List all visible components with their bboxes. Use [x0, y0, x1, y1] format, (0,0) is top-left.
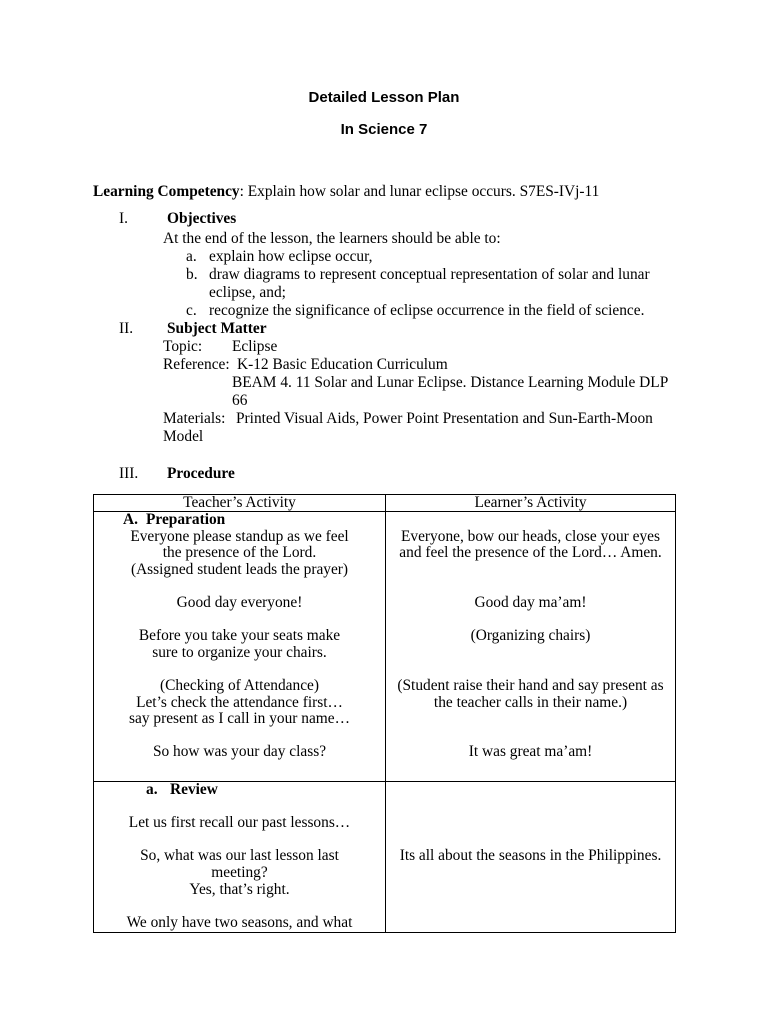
section-title: Subject Matter: [167, 320, 267, 337]
teacher-line: Yes, that’s right.: [189, 880, 290, 898]
section-subject-matter-heading: [0, 320, 768, 338]
table-row-review: [94, 782, 675, 932]
objective-text-continued: eclipse, and;: [209, 284, 286, 301]
activity-exchange: [94, 815, 675, 848]
objectives-intro: At the end of the lesson, the learners should be able to:: [163, 230, 501, 247]
competency-text: : Explain how solar and lunar eclipse occurs. S7ES-IVj-11: [239, 183, 600, 200]
teacher-line: Let’s check the attendance first…: [136, 693, 343, 711]
document-title: Detailed Lesson Plan: [308, 89, 460, 106]
learner-activity: [386, 744, 675, 761]
section-objectives-heading: [0, 210, 768, 228]
row-heading-marker: a.: [146, 782, 158, 798]
section-numeral: II.: [119, 320, 134, 337]
learner-activity: [386, 815, 675, 832]
learner-activity: [386, 595, 675, 612]
teacher-line: Before you take your seats make: [138, 627, 341, 645]
list-marker: b.: [186, 266, 198, 283]
reference-value-continued: 66: [232, 392, 248, 409]
teacher-activity: [94, 595, 385, 612]
topic-line: [0, 338, 768, 356]
teacher-line: Let us first recall our past lessons…: [128, 814, 351, 832]
learner-line: the teacher calls in their name.): [433, 693, 628, 711]
table-row-preparation: [94, 512, 675, 782]
objective-item: [0, 266, 768, 284]
objective-text: explain how eclipse occur,: [209, 248, 373, 265]
document-subtitle: In Science 7: [340, 121, 428, 138]
teacher-activity: [94, 529, 385, 579]
teacher-line: sure to organize your chairs.: [152, 643, 327, 661]
teacher-activity: [94, 678, 385, 728]
table-header-row: [94, 495, 675, 512]
objective-text: draw diagrams to represent conceptual representation of solar and lunar: [209, 266, 650, 283]
learner-line: It was great ma’am!: [468, 743, 593, 761]
list-marker: a.: [186, 248, 197, 265]
reference-line: [0, 356, 768, 374]
learner-activity: [386, 848, 675, 898]
section-numeral: I.: [119, 210, 128, 227]
activity-exchange: [94, 595, 675, 628]
learner-activity: [386, 678, 675, 728]
list-marker: c.: [186, 302, 197, 319]
materials-line: [0, 410, 768, 428]
teacher-line: So, what was our last lesson last: [140, 847, 339, 865]
learner-line: and feel the presence of the Lord… Amen.: [399, 544, 662, 562]
learner-line: Good day ma’am!: [474, 593, 587, 611]
row-heading-marker: A.: [123, 512, 138, 528]
materials-value: Printed Visual Aids, Power Point Presentation and Sun-Earth-Moon: [236, 410, 653, 427]
column-header-learner: Learner’s Activity: [474, 494, 587, 511]
teacher-activity: [94, 628, 385, 661]
teacher-line: say present as I call in your name…: [129, 710, 350, 728]
teacher-line: Good day everyone!: [176, 593, 303, 611]
section-title: Procedure: [167, 465, 235, 482]
learner-activity: [386, 529, 675, 579]
topic-value: Eclipse: [232, 338, 278, 355]
teacher-line: the presence of the Lord.: [162, 544, 317, 562]
materials-label: Materials:: [163, 410, 226, 427]
activity-exchange: [94, 744, 675, 761]
learner-line: Its all about the seasons in the Philippines.: [399, 847, 662, 865]
teacher-activity: [94, 815, 385, 832]
competency-label: Learning Competency: [93, 183, 240, 200]
learning-competency: [93, 183, 599, 201]
activity-exchange: [94, 848, 675, 914]
teacher-activity: [94, 915, 385, 932]
activity-exchange: [94, 529, 675, 595]
learner-activity: [386, 628, 675, 661]
activity-exchange: [94, 678, 675, 744]
row-heading-title: Preparation: [146, 512, 226, 528]
teacher-activity: [94, 848, 385, 898]
teacher-line: (Checking of Attendance): [160, 676, 319, 694]
section-procedure-heading: [0, 465, 768, 483]
teacher-line: (Assigned student leads the prayer): [130, 560, 349, 578]
procedure-table: [93, 494, 676, 933]
learner-activity: [386, 915, 675, 932]
reference-value: BEAM 4. 11 Solar and Lunar Eclipse. Distance Learning Module DLP: [232, 374, 669, 391]
teacher-activity: [94, 744, 385, 761]
learner-line: Everyone, bow our heads, close your eyes: [401, 527, 660, 545]
teacher-line: So how was your day class?: [152, 743, 327, 761]
row-heading: [94, 512, 675, 529]
objective-item: [0, 302, 768, 320]
teacher-line: meeting?: [211, 863, 268, 881]
materials-value-continued: Model: [163, 428, 204, 445]
row-heading-title: Review: [170, 782, 218, 798]
section-numeral: III.: [119, 465, 139, 482]
teacher-line: We only have two seasons, and what: [126, 913, 353, 931]
section-title: Objectives: [167, 210, 237, 227]
column-header-teacher: Teacher’s Activity: [183, 494, 296, 511]
objective-text: recognize the significance of eclipse occurrence in the field of science.: [209, 302, 645, 319]
activity-exchange: [94, 628, 675, 678]
activity-exchange: [94, 915, 675, 932]
row-heading: [94, 782, 675, 799]
reference-value: K-12 Basic Education Curriculum: [237, 356, 448, 373]
teacher-line: Everyone please standup as we feel: [130, 527, 349, 545]
objective-item: [0, 248, 768, 266]
learner-line: (Organizing chairs): [470, 627, 591, 645]
reference-label: Reference:: [163, 356, 230, 373]
learner-line: (Student raise their hand and say present as: [397, 676, 664, 694]
topic-label: Topic:: [163, 338, 203, 355]
